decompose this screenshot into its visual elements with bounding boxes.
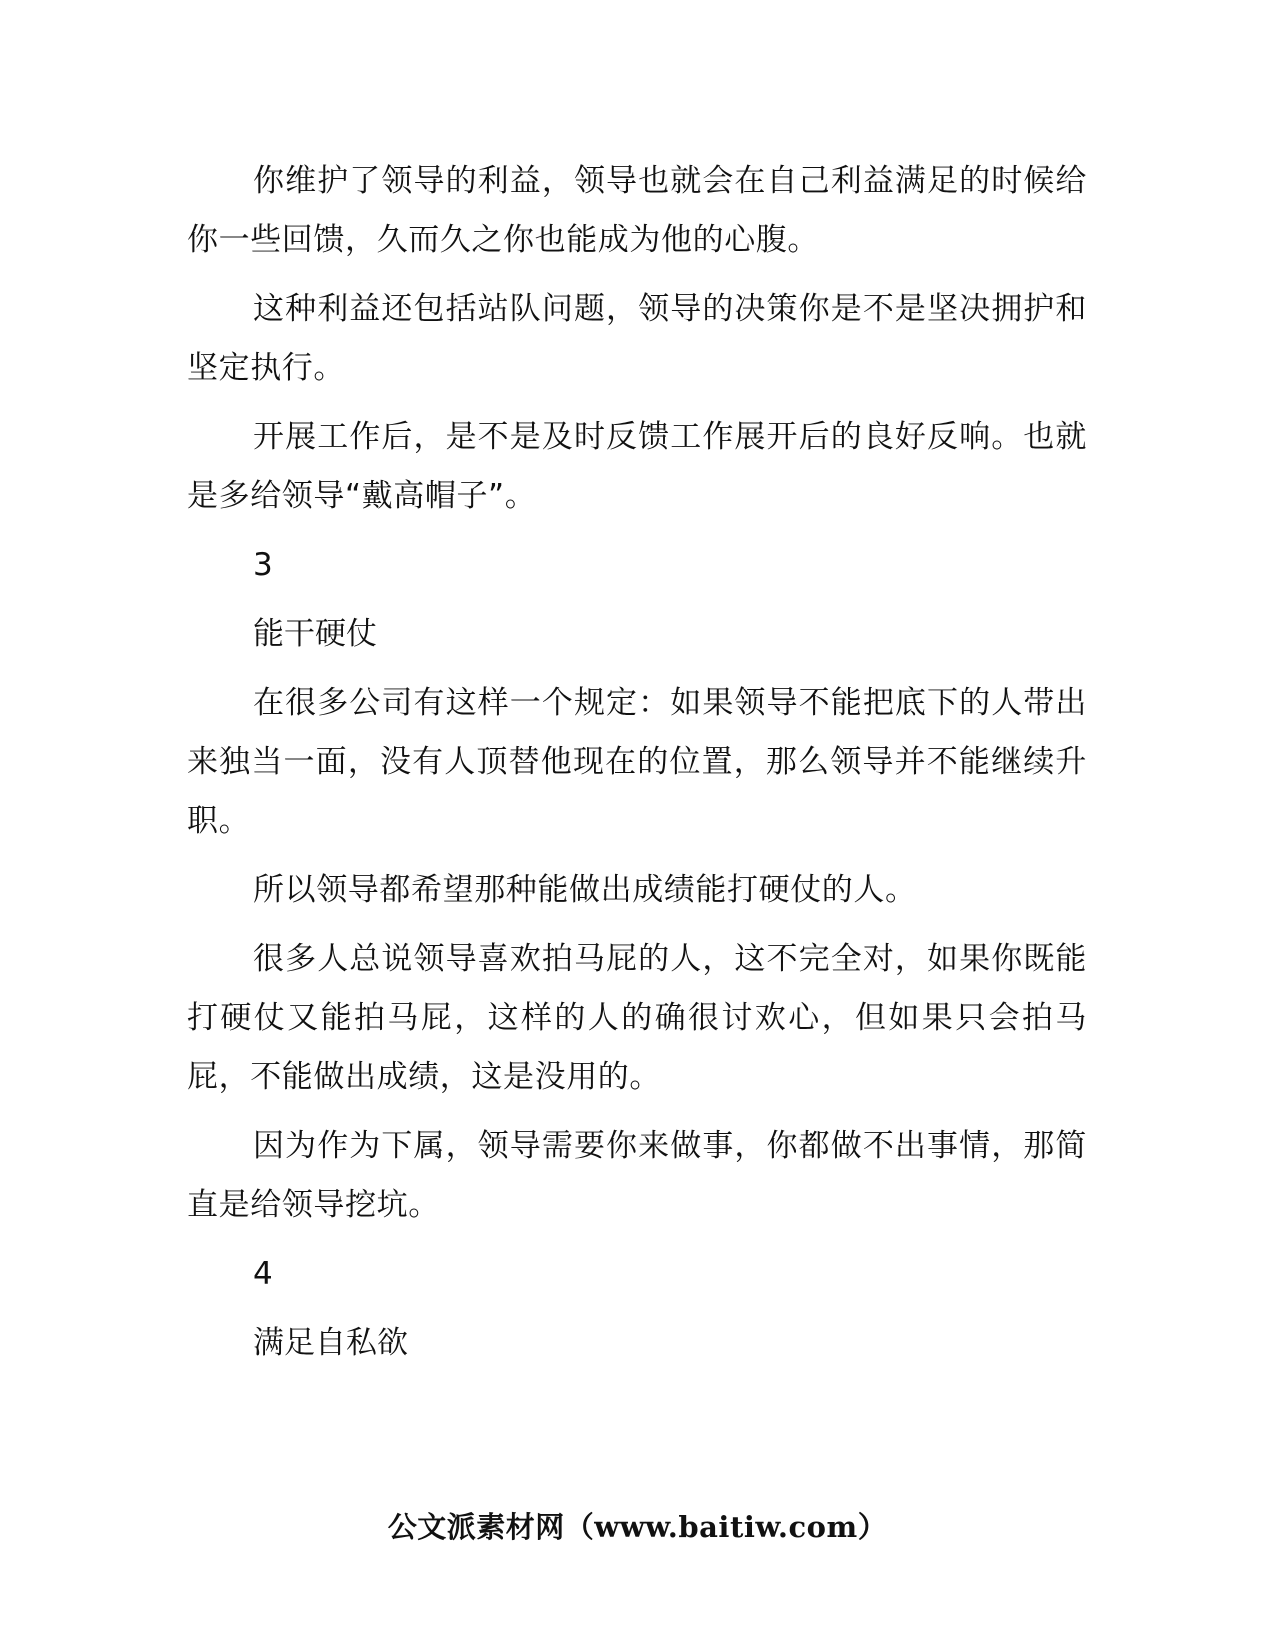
section-title: 能干硬仗 [253, 616, 377, 652]
section-title: 满足自私欲 [253, 1325, 408, 1361]
document-body [187, 152, 1087, 1383]
paragraph: 所以领导都希望那种能做出成绩能打硬仗的人。 [253, 872, 917, 908]
paragraph: 因为作为下属，领导需要你来做事，你都做不出事情，那简直是给领导挖坑。 [187, 1128, 1087, 1223]
paragraph: 你维护了领导的利益，领导也就会在自己利益满足的时候给你一些回馈，久而久之你也能成为他的心腹。 [187, 163, 1087, 258]
section-number: 3 [253, 547, 273, 583]
page-footer: 公文派素材网（www.baitiw.com） [387, 1510, 888, 1544]
paragraph: 在很多公司有这样一个规定：如果领导不能把底下的人带出来独当一面，没有人顶替他现在的位置，那么领导并不能继续升职。 [187, 685, 1087, 839]
paragraph: 很多人总说领导喜欢拍马屁的人，这不完全对，如果你既能打硬仗又能拍马屁，这样的人的确很讨欢心，但如果只会拍马屁，不能做出成绩，这是没用的。 [187, 941, 1087, 1095]
paragraph: 这种利益还包括站队问题，领导的决策你是不是坚决拥护和坚定执行。 [187, 291, 1087, 386]
paragraph: 开展工作后，是不是及时反馈工作展开后的良好反响。也就是多给领导“戴高帽子”。 [187, 419, 1087, 514]
section-number: 4 [253, 1256, 273, 1292]
